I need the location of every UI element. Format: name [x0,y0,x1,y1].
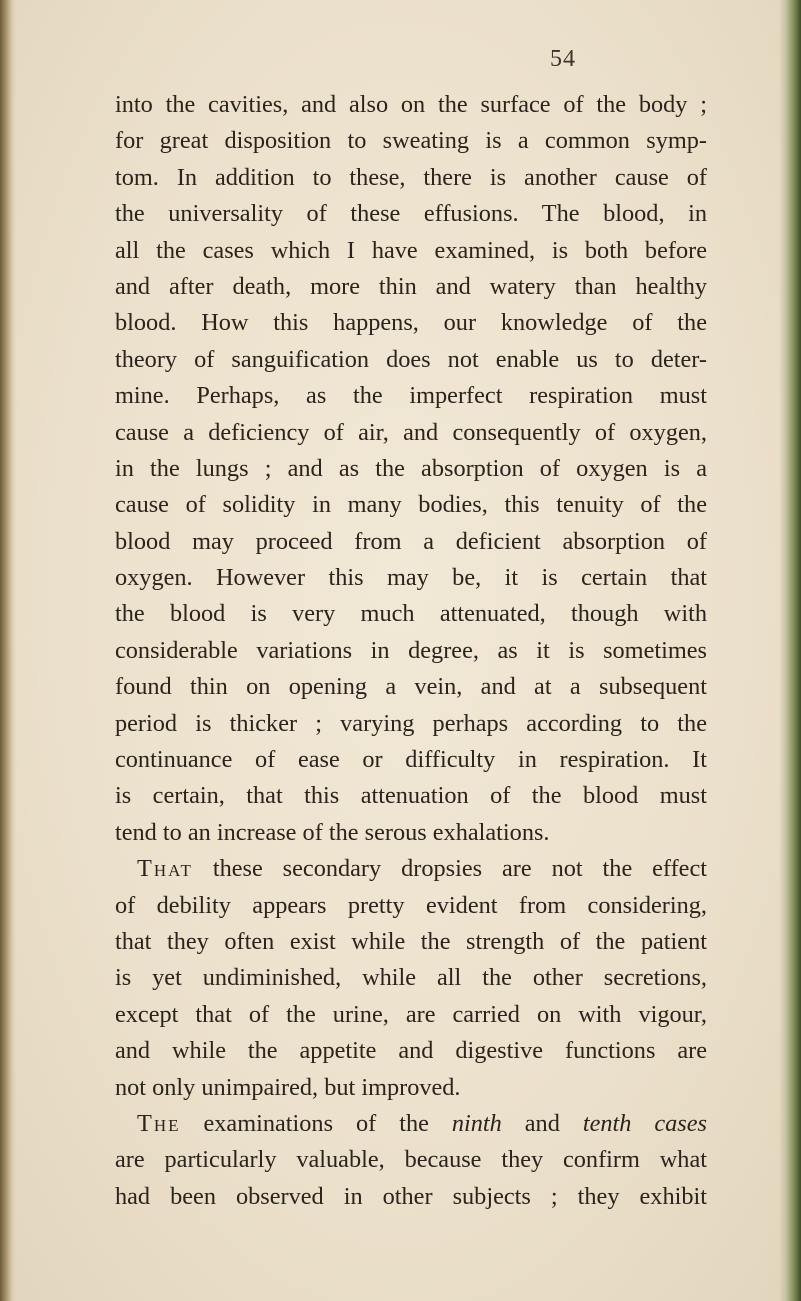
text-line-5: all the cases which I have examined, is both before [115,236,707,264]
page-edge-right [779,0,801,1301]
text-line-28: not only unimpaired, but improved. [115,1073,461,1101]
text-line-18: period is thicker ; varying perhaps according to the [115,709,707,737]
text-line-24: that they often exist while the strength of the patient [115,927,707,955]
italic-ninth: ninth [451,1109,502,1137]
text-line-16: considerable variations in degree, as it is sometimes [115,636,707,664]
text-line-13: blood may proceed from a deficient absorption of [115,527,707,555]
text-line-1: into the cavities, and also on the surface of the body ; [115,91,707,118]
text-line-10: cause a deficiency of air, and consequently of oxygen, [115,418,707,446]
text-line-25: is yet undiminished, while all the other secretions, [115,964,707,992]
italic-tenth-cases: tenth cases [582,1109,707,1137]
body-text [115,87,707,1215]
text-line-27: and while the appetite and digestive functions are [115,1037,707,1065]
text-line-7: blood. How this happens, our knowledge of the [115,309,707,337]
text-line-17: found thin on opening a vein, and at a subsequent [115,673,707,701]
text-line-29 [115,1106,707,1142]
text-line-12: cause of solidity in many bodies, this tenuity of the [115,491,707,519]
text-line-23: of debility appears pretty evident from considering, [115,891,707,919]
text-line-3: tom. In addition to these, there is another cause of [115,163,707,191]
page-edge-left [0,0,16,1301]
text-line-29-part-a: examinations of the [180,1109,452,1137]
text-line-26: except that of the urine, are carried on with vigour, [115,1000,707,1028]
text-line-11: in the lungs ; and as the absorption of oxygen is a [115,454,707,482]
paragraph-lead-word: The [137,1109,181,1137]
text-line-22 [115,851,707,887]
text-line-9: mine. Perhaps, as the imperfect respiration must [115,382,707,410]
paragraph-lead-word: That [137,855,193,883]
text-line-8: theory of sanguification does not enable us to deter- [115,345,707,373]
text-line-31: had been observed in other subjects ; they exhibit [115,1182,707,1210]
text-line-19: continuance of ease or difficulty in respiration. It [115,746,707,774]
text-line-22-rest: these secondary dropsies are not the effect [192,855,707,883]
text-line-29-part-b: and [501,1109,583,1137]
text-line-20: is certain, that this attenuation of the blood must [115,782,707,810]
text-line-14: oxygen. However this may be, it is certain that [115,564,707,592]
text-line-15: the blood is very much attenuated, though with [115,600,707,628]
text-line-30: are particularly valuable, because they confirm what [115,1146,707,1174]
page-number: 54 [550,46,576,72]
text-line-4: the universality of these effusions. The blood, in [115,200,707,228]
text-line-6: and after death, more thin and watery than healthy [115,272,707,300]
text-line-2: for great disposition to sweating is a common symp- [115,127,707,155]
text-line-21: tend to an increase of the serous exhalations. [115,818,550,846]
